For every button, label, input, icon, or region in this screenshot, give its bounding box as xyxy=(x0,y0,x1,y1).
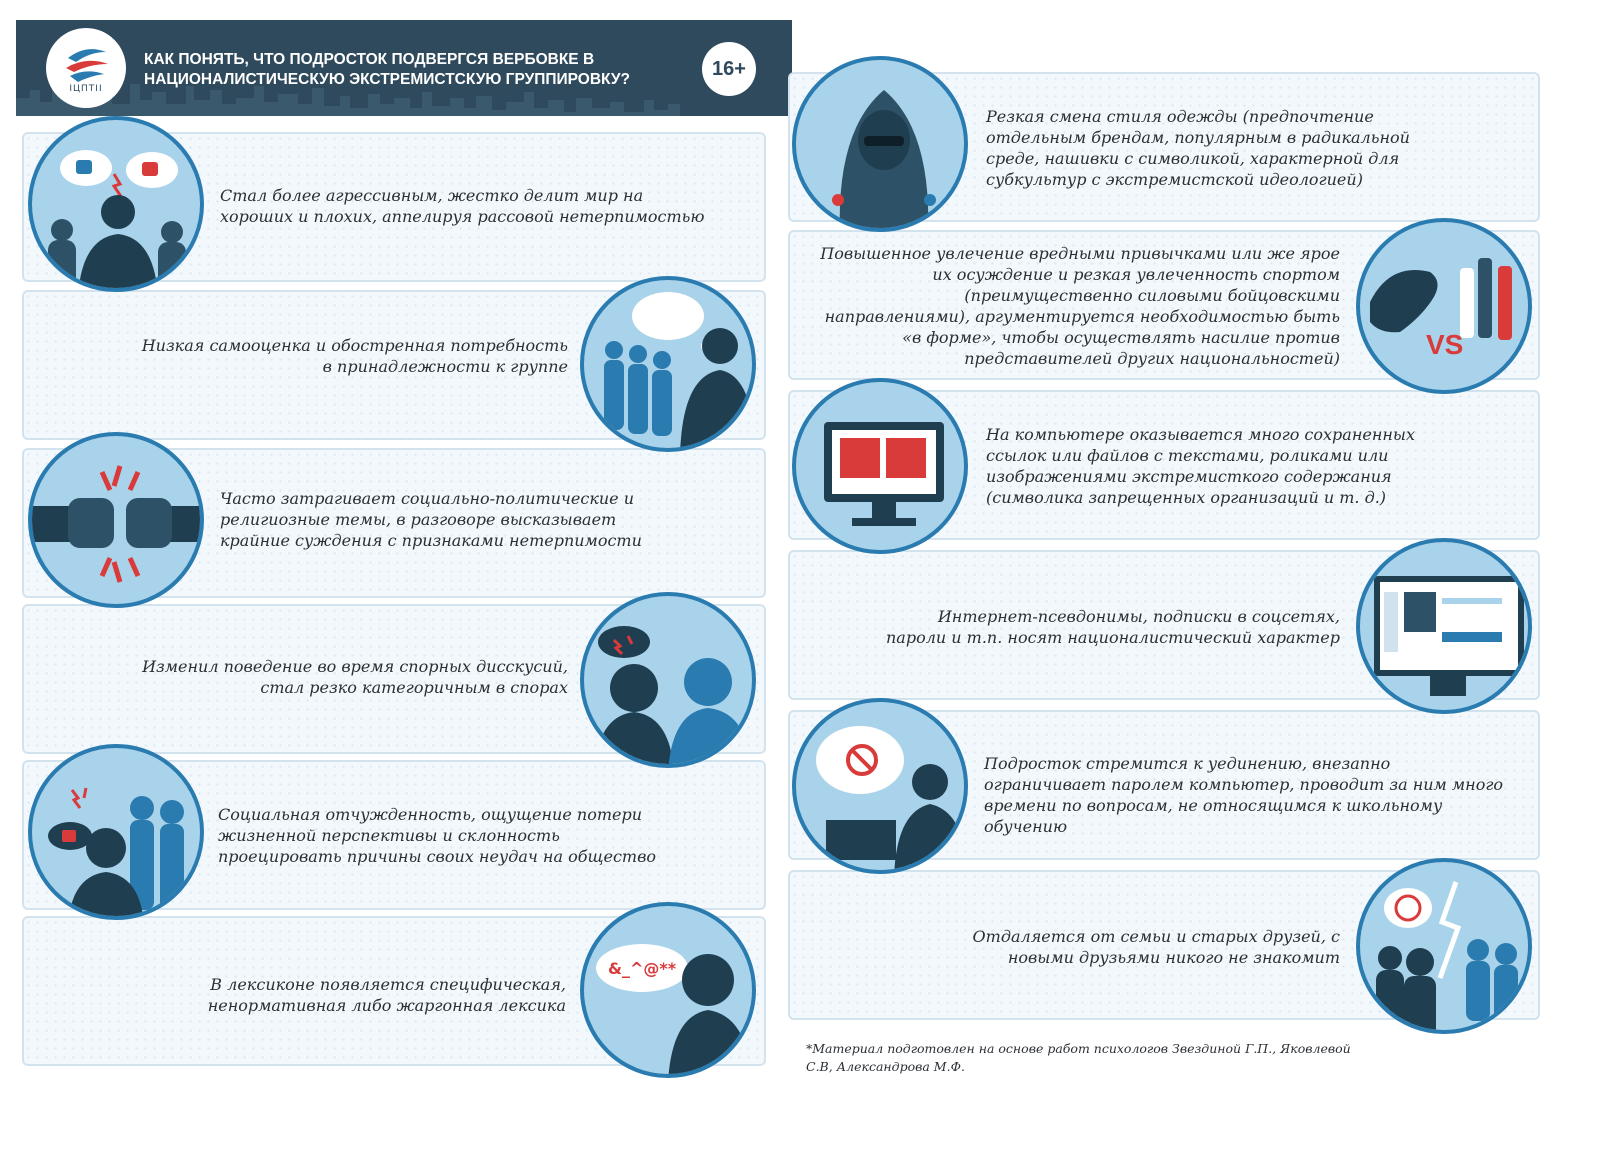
vs-label: VS xyxy=(1426,329,1464,360)
slang-speech-icon xyxy=(580,902,756,1078)
argument-heads-icon xyxy=(580,592,756,768)
right-item-4-text: Интернет-псевдонимы, подписки в соцсетях, пароли и т.п. носят националистический характер xyxy=(885,607,1340,647)
slang-symbols: &_^@** xyxy=(608,959,677,978)
left-item-6-text: В лексиконе появляется специфическая, ненормативная либо жаргонная лексика xyxy=(207,975,566,1015)
left-item-1-text: Стал более агрессивным, жестко делит мир на хороших и плохих, аппелируя рассовой нетерпимостью xyxy=(220,186,705,226)
left-item-4-text: Изменил поведение во время спорных дисскусий, стал резко категоричным в спорах xyxy=(142,657,568,697)
low-self-esteem-icon xyxy=(580,276,756,452)
right-item-2-text: Повышенное увлечение вредными привычками или же ярое их осуждение и резкая увлеченность спортом (преимущественно силовыми бойцовскими направлениями), аргументируется необходимостью быть «в форме», чтобы осуществлять насилие против представителей других национальностей) xyxy=(820,244,1340,368)
muscle-vs-alcohol-icon xyxy=(1356,218,1532,394)
age-rating-badge: 16+ xyxy=(702,42,756,96)
logo-text: ІЦПТІІ xyxy=(69,84,103,94)
computer-extremist-content-icon xyxy=(792,378,968,554)
isolated-laptop-user-icon xyxy=(792,698,968,874)
social-alienation-icon xyxy=(28,744,204,920)
footnote: *Материал подготовлен на основе работ психологов Звездиной Г.П., Яковлевой С.В, Александрова М.Ф. xyxy=(806,1041,1351,1074)
right-item-5-text: Подросток стремится к уединению, внезапно ограничивает паролем компьютер, проводит за ним много времени по вопросам, не относящимся к школьному обучению xyxy=(984,754,1504,836)
right-item-3-text: На компьютере оказывается много сохраненных ссылок или файлов с текстами, роликами или изображениями экстремисткого содержания (символика запрещенных организаций и т. д.) xyxy=(986,425,1415,507)
aggression-crowd-icon xyxy=(28,116,204,292)
header-banner xyxy=(16,20,792,116)
right-item-6-text: Отдаляется от семьи и старых друзей, с новыми друзьями никого не знакомит xyxy=(972,927,1340,967)
left-item-3-text: Часто затрагивает социально-политические и религиозные темы, в разговоре высказывает крайние суждения с признаками нетерпимости xyxy=(220,489,642,550)
organization-logo xyxy=(46,28,126,108)
fist-bump-conflict-icon xyxy=(28,432,204,608)
left-item-5-text: Социальная отчужденность, ощущение потери жизненной перспективы и склонность проецировать причины своих неудач на общество xyxy=(218,805,657,866)
logo-emblem-icon xyxy=(46,28,126,108)
family-distance-icon xyxy=(1356,858,1532,1034)
hooded-figure-icon xyxy=(792,56,968,232)
left-item-2-text: Низкая самооценка и обостренная потребность в принадлежности к группе xyxy=(141,336,568,376)
page-title: КАК ПОНЯТЬ, ЧТО ПОДРОСТОК ПОДВЕРГСЯ ВЕРБОВКЕ В НАЦИОНАЛИСТИЧЕСКУЮ ЭКСТРЕМИСТСКУЮ ГРУППИРОВКУ? xyxy=(144,51,630,88)
social-network-page-icon xyxy=(1356,538,1532,714)
right-item-1-text: Резкая смена стиля одежды (предпочтение отдельным брендам, популярным в радикальной среде, нашивки с символикой, характерной для субкультур с экстремистской идеологией) xyxy=(986,107,1410,189)
